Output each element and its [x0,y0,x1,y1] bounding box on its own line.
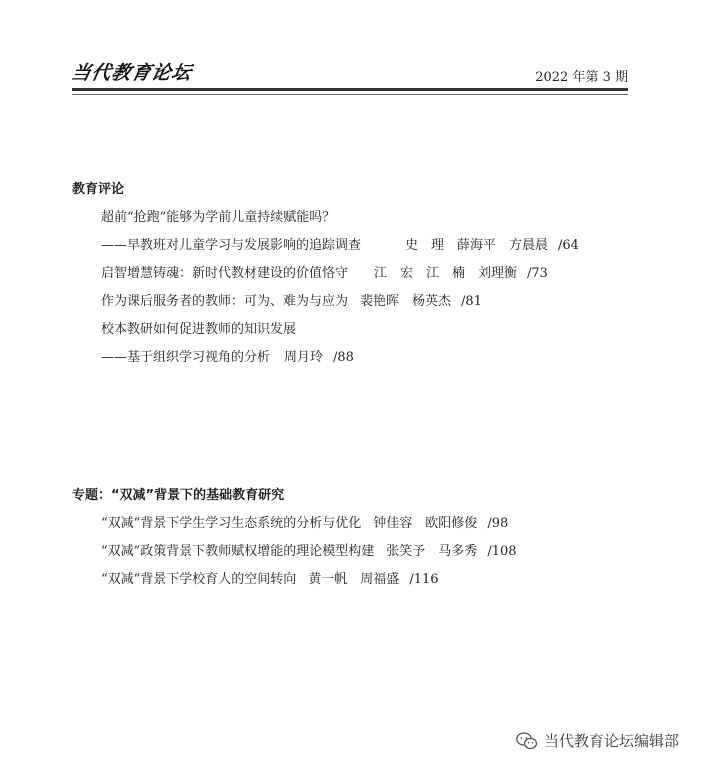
entry-authors: 史 理 薛海平 方晨晨 [405,238,549,253]
toc-entry[interactable] [101,540,517,559]
entry-title: “双减”背景下学生学习生态系统的分析与优化 [101,516,362,531]
toc-entry[interactable] [101,512,508,531]
entry-authors: 江 宏 江 楠 刘理衡 [374,266,518,281]
journal-logo: 当代教育论坛 [69,62,195,84]
toc-entry[interactable] [101,290,482,309]
header-rule-thick [72,88,628,91]
toc-entry[interactable] [101,262,548,281]
wechat-icon [516,732,538,750]
section-title-double-reduction: 专题：“双减”背景下的基础教育研究 [72,488,285,503]
entry-title: 超前“抢跑”能够为学前儿童持续赋能吗？ [101,210,336,225]
entry-authors: 黄一帆 周福盛 [308,572,400,587]
entry-page: /98 [487,516,509,531]
wechat-watermark [516,730,679,751]
entry-authors: 张笑予 马多秀 [386,544,478,559]
toc-entry[interactable] [101,318,296,337]
entry-authors: 钟佳容 欧阳修俊 [373,516,478,531]
entry-subtitle: ——基于组织学习视角的分析 [101,350,271,365]
entry-page: /116 [409,572,439,587]
entry-page: /81 [461,294,482,309]
entry-title: 校本教研如何促进教师的知识发展 [101,322,297,337]
watermark-text: 当代教育论坛编辑部 [543,732,679,750]
entry-page: /64 [558,238,579,253]
entry-page: /108 [487,544,517,559]
toc-entry[interactable] [101,568,439,587]
page-header [69,58,628,88]
entry-authors: 裴艳晖 杨英杰 [360,294,452,309]
entry-authors: 周月玲 [284,350,324,365]
entry-title: “双减”政策背景下教师赋权增能的理论模型构建 [101,544,375,559]
entry-title: “双减”背景下学校育人的空间转向 [101,572,297,587]
entry-title: 启智增慧铸魂：新时代教材建设的价值恪守 [101,266,349,281]
issue-number: 2022 年第 3 期 [535,70,628,85]
header-rule-thin [72,94,628,95]
toc-entry[interactable] [101,234,579,253]
entry-title: 作为课后服务者的教师：可为、难为与应为 [101,294,349,309]
entry-subtitle: ——早教班对儿童学习与发展影响的追踪调查 [101,238,362,253]
toc-entry[interactable] [101,206,335,225]
section-title-education-review: 教育评论 [72,182,125,197]
entry-page: /88 [333,350,354,365]
toc-entry[interactable] [101,346,354,365]
entry-page: /73 [527,266,548,281]
